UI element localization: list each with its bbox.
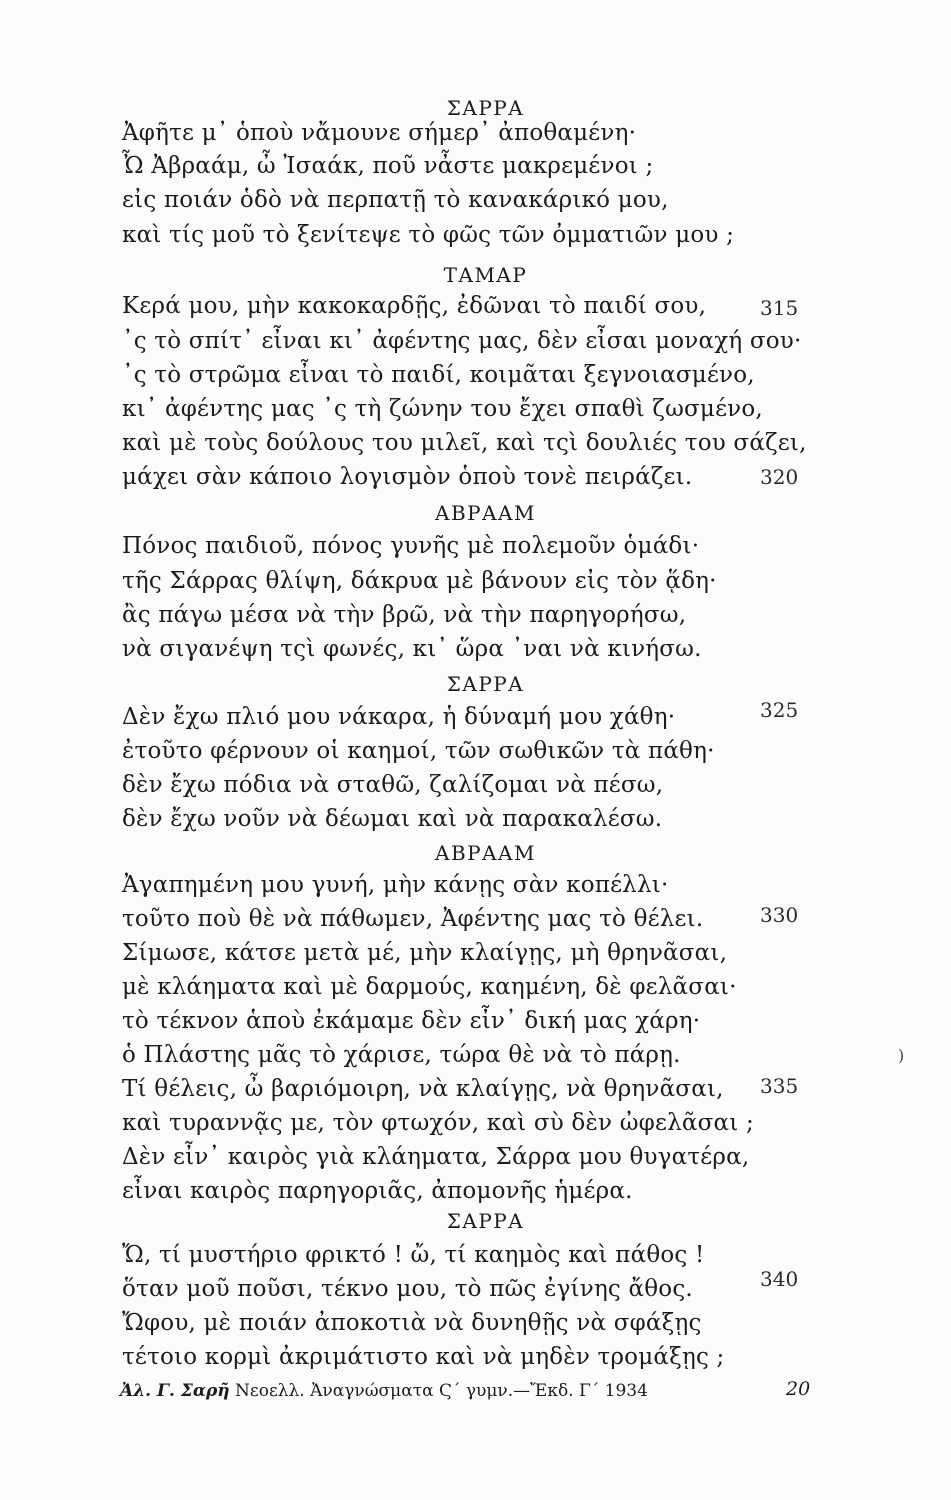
verse-line: Πόνος παιδιοῦ, πόνος γυνῆς μὲ πολεμοῦν ὁμάδι·	[122, 533, 700, 559]
verse-line: τοῦτο ποὺ θὲ νὰ πάθωμεν, Ἀφέντης μας τὸ θέλει.	[122, 906, 704, 932]
verse-line: μάχει σὰν κάποιο λογισμὸν ὁποὺ τονὲ πειράζει.	[122, 464, 693, 490]
verse-line: ᾽ς τὸ σπίτ᾽ εἶναι κι᾽ ἀφέντης μας, δὲν εἶσαι μοναχή σου·	[122, 328, 802, 354]
verse-line: Ὤ, τί μυστήριο φρικτό ! ὤ, τί καημὸς καὶ πάθος !	[122, 1242, 705, 1268]
verse-line: ᾽ς τὸ στρῶμα εἶναι τὸ παιδί, κοιμᾶται ξεγνοιασμένο,	[122, 362, 755, 388]
verse-line: ἂς πάγω μέσα νὰ τὴν βρῶ, νὰ τὴν παρηγορήσω,	[122, 602, 687, 628]
verse-line: εἰς ποιάν ὁδὸ νὰ περπατῇ τὸ κανακάρικό μου,	[122, 187, 669, 213]
verse-line: τέτοιο κορμὶ ἀκριμάτιστο καὶ νὰ μηδὲν τρομάξῃς ;	[122, 1344, 725, 1370]
verse-line: δὲν ἔχω πόδια νὰ σταθῶ, ζαλίζομαι νὰ πέσω,	[122, 772, 664, 798]
verse-line: Ὦ Ἀβραάμ, ὦ Ἰσαάκ, ποῦ νἆστε μακρεμένοι ;	[122, 153, 654, 179]
verse-line: καὶ τίς μοῦ τὸ ξενίτεψε τὸ φῶς τῶν ὀμματιῶν μου ;	[122, 222, 735, 248]
line-number: 325	[760, 698, 799, 722]
verse-line: Δὲν εἶν᾽ καιρὸς γιὰ κλάηματα, Σάρρα μου θυγατέρα,	[122, 1144, 750, 1170]
verse-line: νὰ σιγανέψη τςὶ φωνές, κι᾽ ὥρα ᾽ναι νὰ κινήσω.	[122, 636, 702, 662]
verse-line: τὸ τέκνον ἁποὺ ἐκάμαμε δὲν εἶν᾽ δική μας χάρη·	[122, 1008, 701, 1034]
verse-line: δὲν ἔχω νοῦν νὰ δέωμαι καὶ νὰ παρακαλέσω.	[122, 806, 663, 832]
verse-line: Κερά μου, μὴν κακοκαρδῇς, ἐδῶναι τὸ παιδί σου,	[122, 293, 707, 319]
verse-line: εἶναι καιρὸς παρηγοριᾶς, ἀπομονῆς ἡμέρα.	[122, 1178, 633, 1204]
footer-source: Νεοελλ. Ἀναγνώσματα Ϛ΄ γυμν.—Ἔκδ. Γ΄ 1934	[229, 1381, 648, 1401]
verse-line: ὁ Πλάστης μᾶς τὸ χάρισε, τώρα θὲ νὰ τὸ πάρῃ.	[122, 1042, 681, 1068]
line-number: 335	[760, 1074, 799, 1098]
line-number: 320	[760, 465, 799, 489]
speaker-heading: ΤΑΜΑΡ	[443, 263, 528, 287]
speaker-heading: ΑΒΡΑΑΜ	[435, 841, 536, 865]
footer-author: Ἀλ. Γ. Σαρῆ	[120, 1381, 230, 1401]
verse-line: Δὲν ἔχω πλιό μου νάκαρα, ἡ δύναμή μου χάθη·	[122, 704, 676, 730]
verse-line: Ὤφου, μὲ ποιάν ἀποκοτιὰ νὰ δυνηθῇς νὰ σφάξῃς	[122, 1310, 702, 1336]
line-number: 340	[760, 1267, 799, 1291]
verse-line: ἐτοῦτο φέρνουν οἱ καημοί, τῶν σωθικῶν τὰ πάθη·	[122, 738, 715, 764]
verse-line: Τί θέλεις, ὦ βαριόμοιρη, νὰ κλαίγῃς, νὰ θρηνᾶσαι,	[122, 1076, 724, 1102]
verse-line: κι᾽ ἀφέντης μας ᾽ς τὴ ζώνην του ἔχει σπαθὶ ζωσμένο,	[122, 396, 763, 422]
speaker-heading: ΑΒΡΑΑΜ	[435, 501, 536, 525]
verse-line: Σίμωσε, κάτσε μετὰ μέ, μὴν κλαίγῃς, μὴ θρηνᾶσαι,	[122, 940, 728, 966]
line-number: 330	[760, 903, 799, 927]
verse-line: μὲ κλάηματα καὶ μὲ δαρμούς, καημένη, δὲ φελᾶσαι·	[122, 974, 737, 1000]
verse-line: ὅταν μοῦ ποῦσι, τέκνο μου, τὸ πῶς ἐγίνης ἄθος.	[122, 1276, 693, 1302]
page-number: 20	[786, 1378, 811, 1400]
verse-line: Ἀφῆτε μ᾽ ὁποὺ νἄμουνε σήμερ᾽ ἀποθαμένη·	[122, 120, 637, 146]
verse-line: καὶ τυραννᾷς με, τὸν φτωχόν, καὶ σὺ δὲν ὠφελᾶσαι ;	[122, 1110, 754, 1136]
speaker-heading: ΣΑΡΡΑ	[446, 96, 525, 120]
verse-line: Ἀγαπημένη μου γυνή, μὴν κάνῃς σὰν κοπέλλι·	[122, 872, 669, 898]
footer-citation	[120, 1380, 648, 1402]
line-number: 315	[760, 296, 799, 320]
verse-line: τῆς Σάρρας θλίψη, δάκρυα μὲ βάνουν εἰς τὸν ᾅδη·	[122, 568, 717, 594]
verse-line: καὶ μὲ τοὺς δούλους του μιλεῖ, καὶ τςὶ δουλιές του σάζει,	[122, 430, 807, 456]
speaker-heading: ΣΑΡΡΑ	[446, 672, 525, 696]
margin-mark: )	[898, 1046, 905, 1065]
speaker-heading: ΣΑΡΡΑ	[446, 1209, 525, 1233]
